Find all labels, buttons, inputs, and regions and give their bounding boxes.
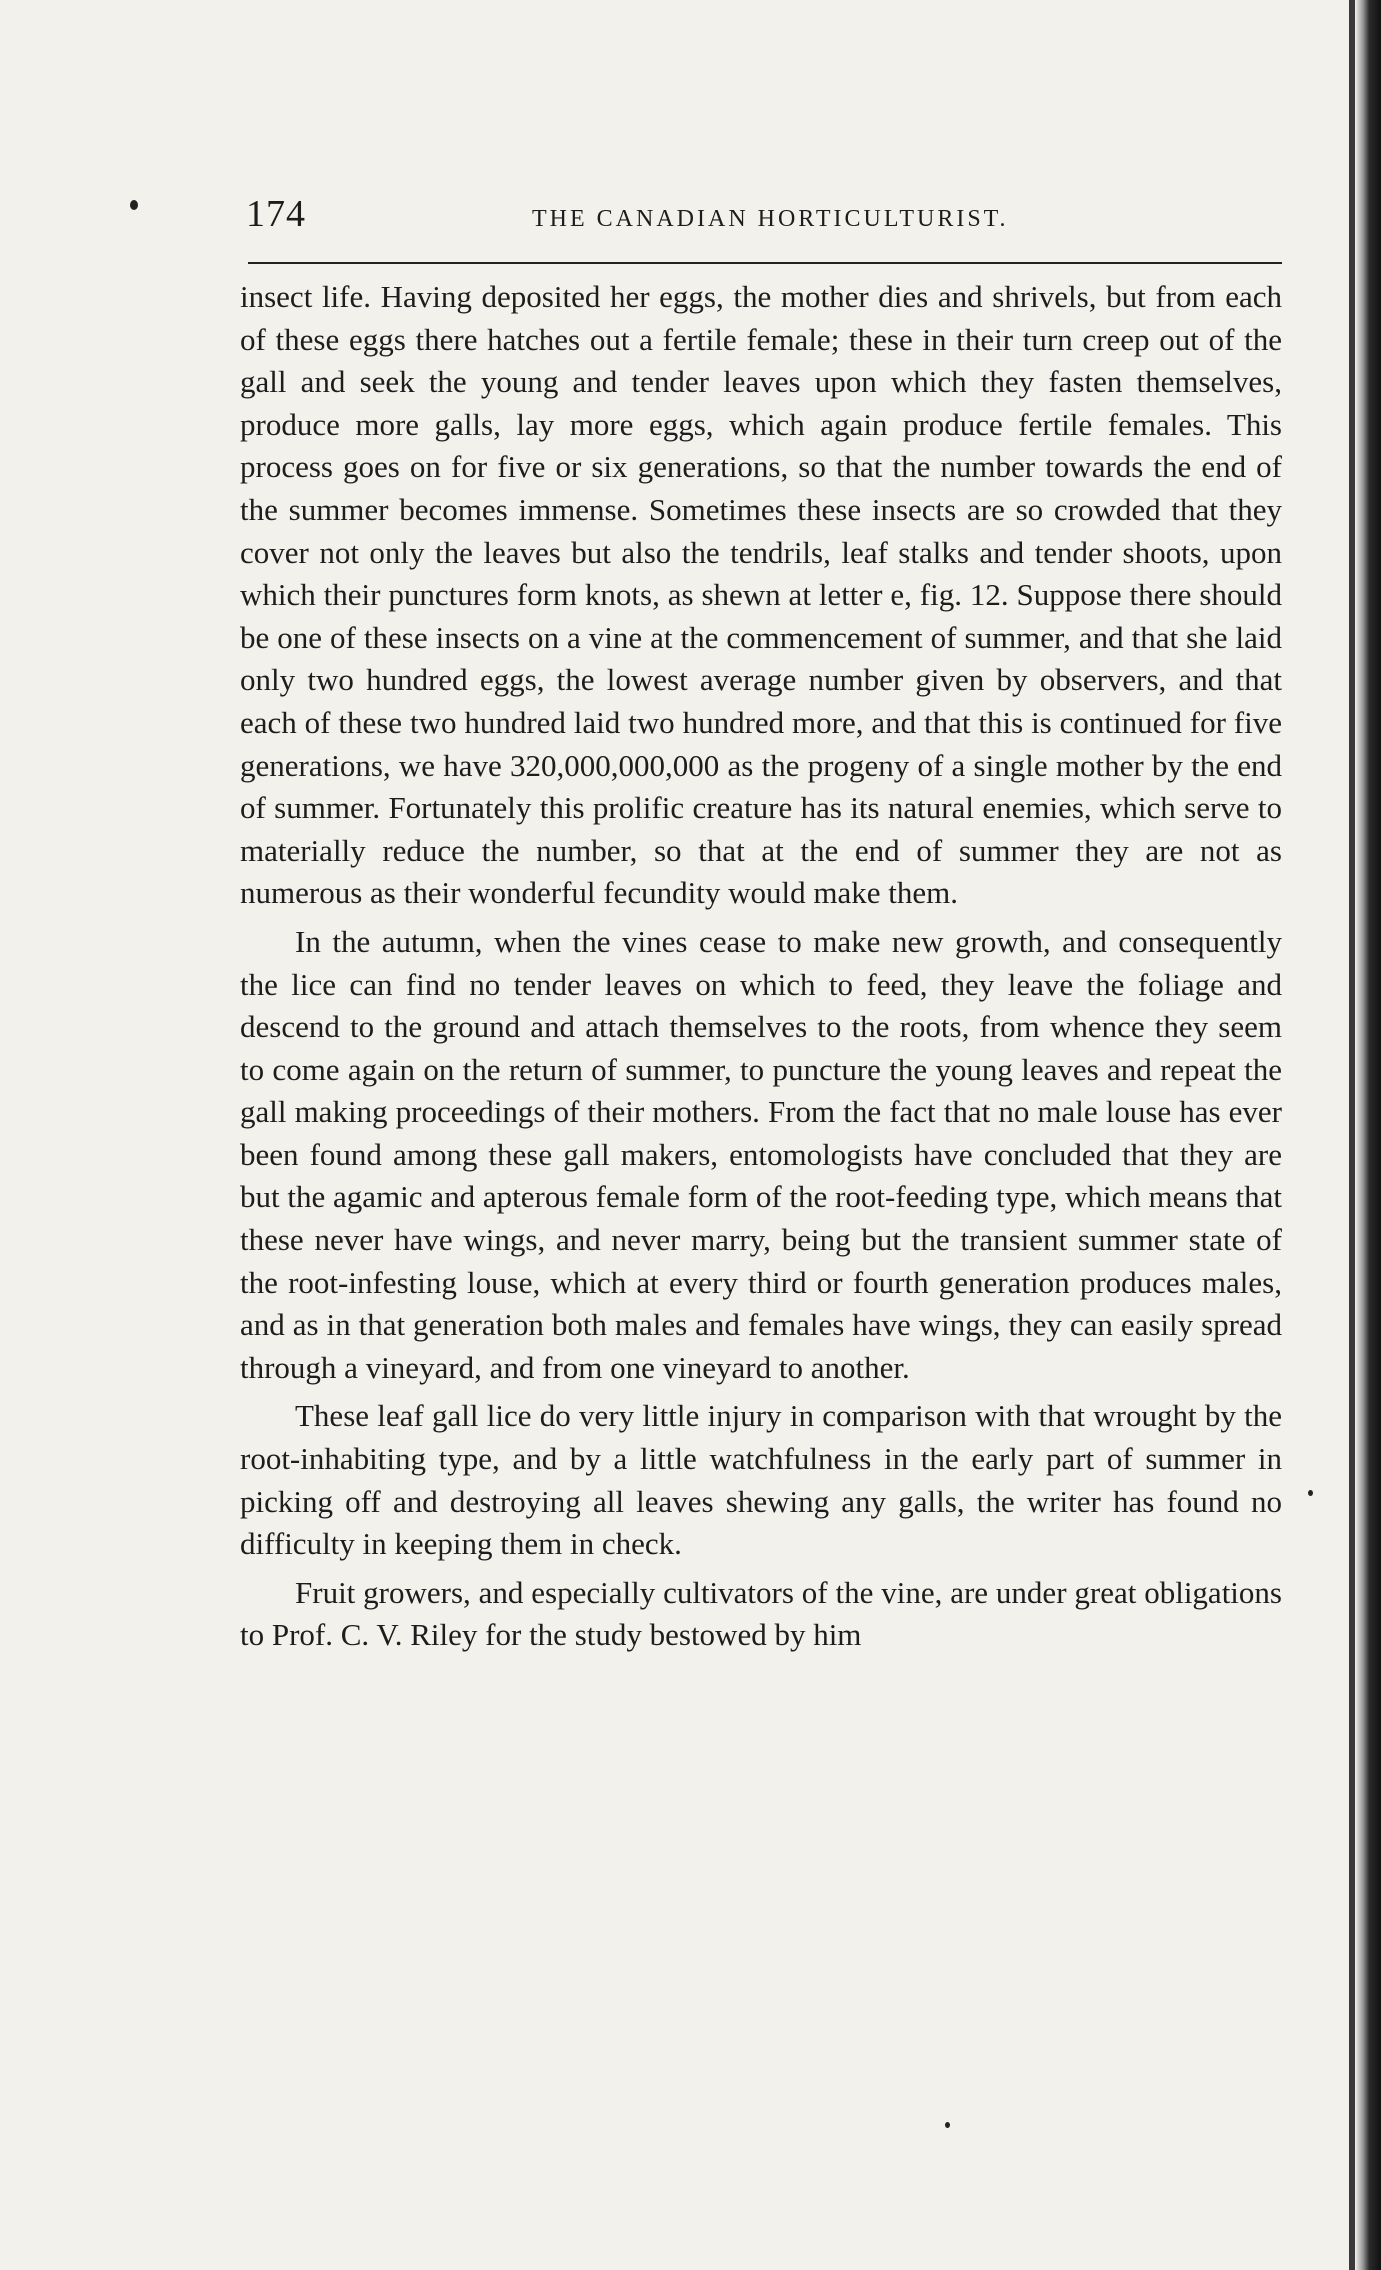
paragraph: Fruit growers, and especially cultivators of the vine, are under great obligations to Prof. C. V. Riley for the study bestowed by him bbox=[240, 1574, 1282, 1653]
page-binding-edge bbox=[1355, 0, 1381, 2270]
header-rule bbox=[248, 262, 1282, 264]
page-header bbox=[246, 192, 1281, 244]
page-binding-shadow bbox=[1349, 0, 1355, 2270]
margin-speck bbox=[945, 2122, 950, 2128]
margin-speck bbox=[130, 200, 138, 210]
paragraph: These leaf gall lice do very little injury in comparison with that wrought by the root-inhabiting type, and by a little watchfulness in the early part of summer in picking off and destroying all leaves shewing any galls, the writer has found no difficulty in keeping them in check. bbox=[240, 1398, 1282, 1562]
paragraph: insect life. Having deposited her eggs, the mother dies and shrivels, but from each of these eggs there hatches out a fertile female; these in their turn creep out of the gall and seek the young and tender leaves upon which they fasten themselves, produce more galls, lay more eggs, which again produce fertile females. This process goes on for five or six generations, so that the number towards the end of the summer becomes immense. Sometimes these insects are so crowded that they cover not only the leaves but also the tendrils, leaf stalks and tender shoots, upon which their punctures form knots, as shewn at letter e, fig. 12. Suppose there should be one of these insects on a vine at the commencement of summer, and that she laid only two hundred eggs, the lowest average number given by observers, and that each of these two hundred laid two hundred more, and that this is continued for five generations, we have 320,000,000,000 as the progeny of a single mother by the end of summer. Fortunately this prolific creature has its natural enemies, which serve to materially reduce the number, so that at the end of summer they are not as numerous as their wonderful fecundity would make them. bbox=[240, 279, 1282, 911]
paragraph: In the autumn, when the vines cease to make new growth, and consequently the lice can find no tender leaves on which to feed, they leave the foliage and descend to the ground and attach themselves to the roots, from whence they seem to come again on the return of summer, to puncture the young leaves and repeat the gall making proceedings of their mothers. From the fact that no male louse has ever been found among these gall makers, entomologists have concluded that they are but the agamic and apterous female form of the root-feeding type, which means that these never have wings, and never marry, being but the transient summer state of the root-infesting louse, which at every third or fourth generation produces males, and as in that generation both males and females have wings, they can easily spread through a vineyard, and from one vineyard to another. bbox=[240, 923, 1282, 1385]
body-text bbox=[240, 276, 1282, 1663]
margin-speck bbox=[1308, 1490, 1313, 1496]
page-number: 174 bbox=[246, 193, 306, 235]
running-title: THE CANADIAN HORTICULTURIST. bbox=[532, 206, 1009, 232]
